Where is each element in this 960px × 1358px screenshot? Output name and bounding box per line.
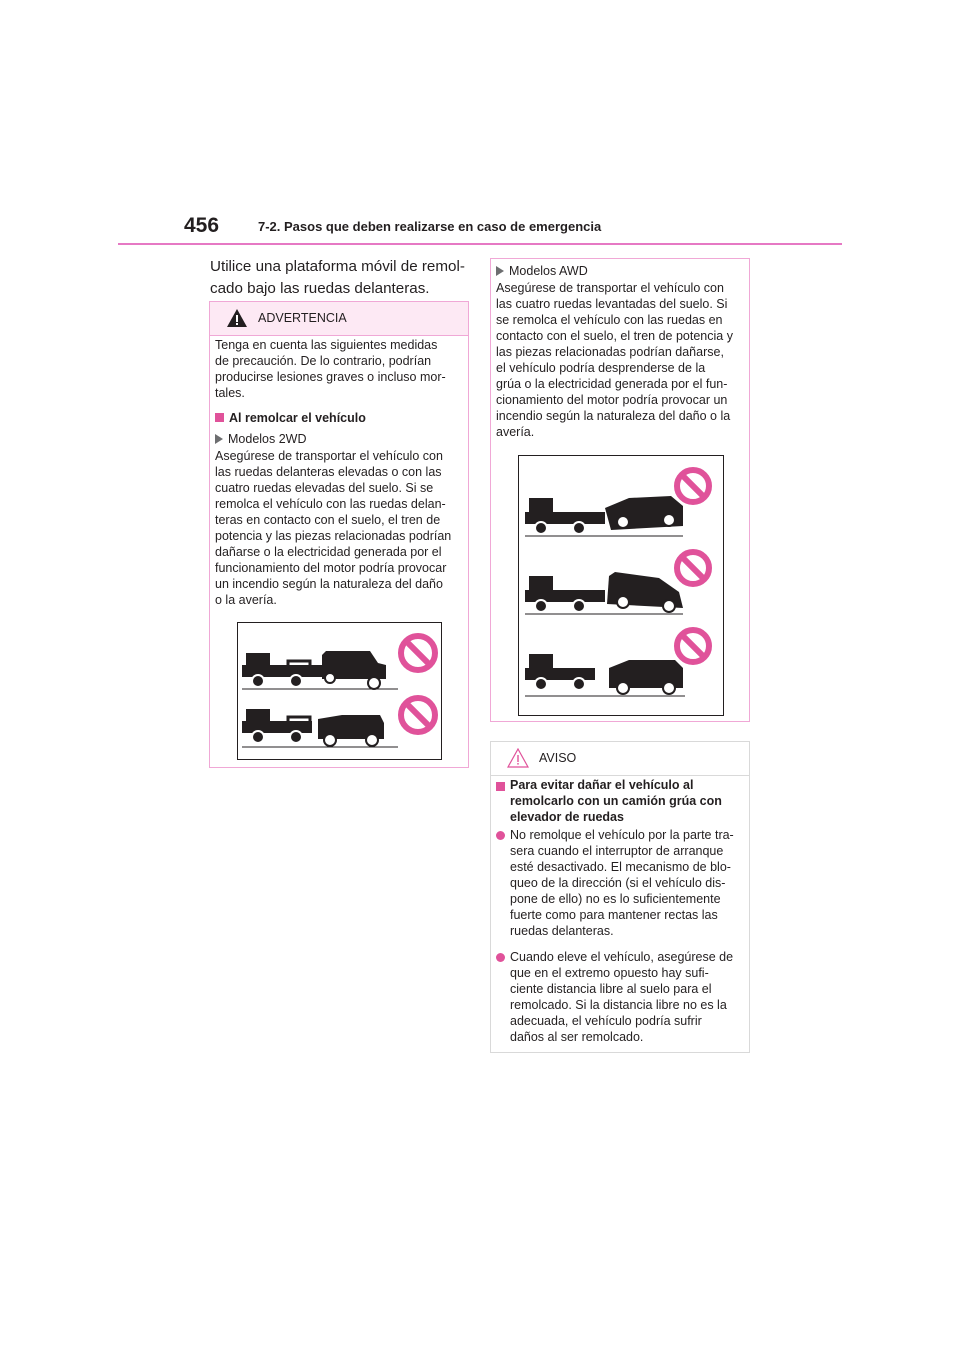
text-line: un incendio según la naturaleza del daño (215, 577, 443, 591)
header-rule (118, 243, 842, 245)
model-label: Modelos 2WD (228, 432, 307, 446)
text-line: o la avería. (215, 593, 277, 607)
figure-2wd (237, 622, 442, 760)
round-bullet-icon (496, 831, 505, 840)
prohibited-icon (401, 636, 435, 670)
figure-awd (518, 455, 724, 716)
text-line: de precaución. De lo contrario, podrían (215, 354, 432, 368)
notice-header (491, 742, 749, 776)
notice-title: AVISO (539, 751, 577, 765)
model-2wd (215, 431, 307, 447)
text-line: pone de ello) no es lo suficientemente (510, 892, 721, 906)
tow-truck-icon (242, 709, 398, 747)
tow-truck-illustration (519, 456, 723, 715)
intro-line: Utilice una plataforma móvil de remol- (210, 258, 465, 275)
warning-intro (215, 337, 467, 401)
text-line: Asegúrese de transportar el vehículo con (215, 449, 443, 463)
model-awd (496, 263, 588, 279)
text-line: incendio según la naturaleza del daño o la (496, 409, 731, 423)
text-line: remolcarlo con un camión grúa con (510, 794, 722, 808)
warning-body (215, 448, 467, 608)
text-line: remolcado. Si la distancia libre no es la (510, 998, 727, 1012)
notice-subheading (510, 777, 746, 825)
tow-truck-icon (242, 651, 398, 689)
warning-header (210, 302, 468, 336)
notice-bullet-1 (510, 827, 746, 939)
round-bullet-icon (496, 953, 505, 962)
text-line: las ruedas delanteras elevadas o con las (215, 465, 442, 479)
text-line: grúa o la electricidad generada por el fun- (496, 377, 728, 391)
text-line: se remolca el vehículo con las ruedas en (496, 313, 723, 327)
square-bullet-icon (215, 413, 224, 422)
text-line: cionamiento del motor podría provocar un (496, 393, 728, 407)
text-line: cuatro ruedas elevadas del suelo. Si se (215, 481, 434, 495)
text-line: sera cuando el interruptor de arranque (510, 844, 724, 858)
text-line: que en el extremo opuesto hay sufi- (510, 966, 709, 980)
warning-title: ADVERTENCIA (258, 311, 347, 325)
text-line: tales. (215, 386, 245, 400)
text-line: potencia y las piezas relacionadas podrían (215, 529, 452, 543)
text-line: el vehículo podría desprenderse de la (496, 361, 706, 375)
warning-triangle-icon (507, 748, 529, 768)
model-label: Modelos AWD (509, 264, 588, 278)
text-line: ruedas delanteras. (510, 924, 614, 938)
text-line: dañarse o la electricidad generada por el (215, 545, 442, 559)
text-line: Cuando eleve el vehículo, asegúrese de (510, 950, 734, 964)
awd-box (490, 258, 750, 722)
tow-truck-illustration (238, 623, 441, 759)
intro-line: cado bajo las ruedas delanteras. (210, 280, 430, 297)
prohibited-icon (677, 470, 709, 502)
text-line: las piezas relacionadas podrían dañarse, (496, 345, 724, 359)
text-line: avería. (496, 425, 535, 439)
warning-box (209, 301, 469, 768)
text-line: queo de la dirección (si el vehículo dis- (510, 876, 726, 890)
text-line: remolca el vehículo con las ruedas delan- (215, 497, 446, 511)
arrow-bullet-icon (496, 266, 504, 276)
prohibited-icon (401, 698, 435, 732)
text-line: Tenga en cuenta las siguientes medidas (215, 338, 438, 352)
text-line: producirse lesiones graves o incluso mor- (215, 370, 446, 384)
subheading-text: Al remolcar el vehículo (229, 411, 366, 425)
text-line: elevador de ruedas (510, 810, 624, 824)
awd-body (496, 280, 748, 440)
text-line: las cuatro ruedas levantadas del suelo. Si (496, 297, 728, 311)
text-line: ciente distancia libre al suelo para el (510, 982, 712, 996)
text-line: adecuada, el vehículo podría sufrir (510, 1014, 702, 1028)
tow-truck-icon (525, 654, 685, 696)
warning-triangle-icon (226, 308, 248, 328)
section-title: 7-2. Pasos que deben realizarse en caso de emergencia (258, 219, 602, 234)
notice-bullet-2 (510, 949, 746, 1045)
text-line: teras en contacto con el suelo, el tren de (215, 513, 441, 527)
notice-box (490, 741, 750, 1053)
square-bullet-icon (496, 782, 505, 791)
tow-truck-icon (525, 572, 683, 614)
text-line: daños al ser remolcado. (510, 1030, 644, 1044)
arrow-bullet-icon (215, 434, 223, 444)
tow-truck-icon (525, 496, 683, 536)
text-line: fuerte como para mantener rectas las (510, 908, 718, 922)
prohibited-icon (677, 630, 709, 662)
warning-subheading (215, 410, 366, 426)
text-line: contacto con el suelo, el tren de potencia y (496, 329, 733, 343)
page-number: 456 (184, 214, 220, 237)
prohibited-icon (677, 552, 709, 584)
text-line: Asegúrese de transportar el vehículo con (496, 281, 724, 295)
intro-text (210, 256, 470, 300)
text-line: funcionamiento del motor podría provocar (215, 561, 447, 575)
text-line: esté desactivado. El mecanismo de blo- (510, 860, 731, 874)
text-line: Para evitar dañar el vehículo al (510, 778, 694, 792)
text-line: No remolque el vehículo por la parte tra- (510, 828, 734, 842)
